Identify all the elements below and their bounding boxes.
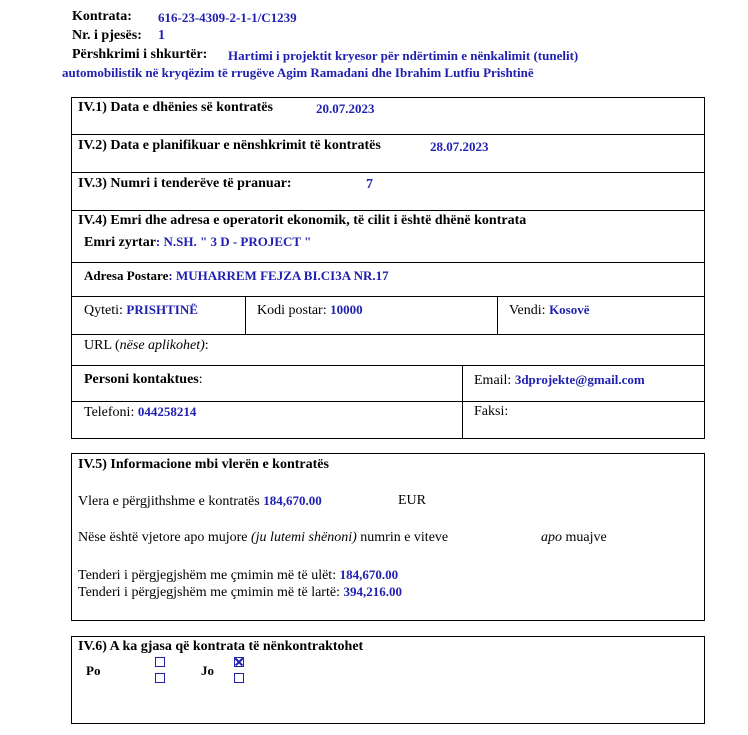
- months-row: [541, 530, 607, 546]
- annual-note: (ju lutemi shënoni): [251, 530, 357, 545]
- lowest-price-value: 184,670.00: [339, 567, 399, 582]
- part-label: Nr. i pjesës:: [72, 28, 142, 43]
- description-line-1: Hartimi i projektit kryesor për ndërtimin e nënkalimit (tunelit): [228, 48, 579, 63]
- phone-label: Telefoni:: [84, 405, 135, 420]
- yes-label: Po: [86, 663, 101, 678]
- no-checkbox[interactable]: [234, 673, 244, 683]
- contract-label: Kontrata:: [72, 9, 132, 24]
- fax-label: Faksi:: [474, 404, 509, 419]
- highest-price-value: 394,216.00: [343, 584, 402, 599]
- postal-code-cell: [257, 302, 363, 319]
- postal-address-row: [84, 268, 389, 284]
- country-cell: [509, 302, 590, 319]
- city-value: PRISHTINË: [126, 302, 198, 317]
- contact-person-label: Personi kontaktues: [84, 372, 199, 387]
- part-number: 1: [158, 28, 165, 43]
- postal-code-label: Kodi postar:: [257, 303, 327, 318]
- annual-row: [78, 530, 448, 546]
- yes-checkbox[interactable]: [155, 673, 165, 683]
- contract-number: 616-23-4309-2-1-1/C1239: [158, 10, 297, 25]
- lowest-price-label: Tenderi i përgjegjshëm me çmimin më të ulët:: [78, 568, 337, 583]
- postal-code-value: 10000: [330, 302, 363, 317]
- total-value-currency: EUR: [398, 493, 426, 508]
- contact-person-row: [84, 372, 203, 388]
- country-value: Kosovë: [549, 302, 590, 317]
- country-label: Vendi:: [509, 303, 546, 318]
- email-value: 3dprojekte@gmail.com: [514, 372, 645, 387]
- contact-person-colon: :: [198, 372, 203, 387]
- url-colon: :: [204, 338, 209, 353]
- no-label: Jo: [201, 663, 214, 678]
- postal-address-value: : MUHARREM FEJZA BI.CI3A NR.17: [168, 268, 389, 283]
- official-name-row: [84, 234, 311, 251]
- iv1-label: IV.1) Data e dhënies së kontratës: [78, 100, 273, 115]
- official-name-value: : N.SH. " 3 D - PROJECT ": [155, 234, 312, 249]
- postal-address-label: Adresa Postare: [84, 268, 169, 283]
- phone-value: 044258214: [137, 404, 197, 419]
- url-label: URL (: [84, 338, 120, 353]
- official-name-label: Emri zyrtar: [84, 235, 156, 250]
- total-value-row: [78, 493, 322, 510]
- annual-text: Nëse është vjetore apo mujore: [78, 530, 248, 545]
- highest-price-label: Tenderi i përgjegjshëm me çmimin më të lartë:: [78, 585, 340, 600]
- city-cell: [84, 302, 198, 319]
- yes-checkbox-top[interactable]: [155, 657, 165, 667]
- highest-price-row: [78, 584, 402, 601]
- url-row: [84, 338, 209, 354]
- iv1-award-date: 20.07.2023: [316, 101, 375, 116]
- total-value-label: Vlera e përgjithshme e kontratës: [78, 494, 260, 509]
- phone-cell: [84, 404, 196, 421]
- iv2-signing-date: 28.07.2023: [430, 139, 489, 154]
- annual-years-label: numrin e viteve: [360, 530, 449, 545]
- email-cell: [474, 372, 645, 389]
- city-label: Qyteti:: [84, 303, 123, 318]
- lowest-price-row: [78, 567, 398, 584]
- no-checkbox-checked[interactable]: [234, 657, 244, 667]
- description-line-2: automobilistik në kryqëzim të rrugëve Agim Ramadani dhe Ibrahim Lutfiu Prishtinë: [62, 65, 534, 80]
- iv3-tenders-count: 7: [366, 177, 373, 192]
- email-label: Email:: [474, 373, 512, 388]
- months-label: muajve: [565, 530, 607, 545]
- iv5-title: IV.5) Informacione mbi vlerën e kontratës: [78, 457, 329, 472]
- iv6-title: IV.6) A ka gjasa që kontrata të nënkontraktohet: [78, 639, 364, 654]
- iv2-label: IV.2) Data e planifikuar e nënshkrimit të kontratës: [78, 138, 381, 153]
- total-value-amount: 184,670.00: [263, 493, 322, 508]
- iv4-title: IV.4) Emri dhe adresa e operatorit ekonomik, të cilit i është dhënë kontrata: [78, 213, 527, 228]
- apo-label: apo: [541, 530, 562, 545]
- url-note: nëse aplikohet): [119, 338, 205, 353]
- description-label: Përshkrimi i shkurtër:: [72, 47, 208, 62]
- iv3-label: IV.3) Numri i tenderëve të pranuar:: [78, 176, 292, 191]
